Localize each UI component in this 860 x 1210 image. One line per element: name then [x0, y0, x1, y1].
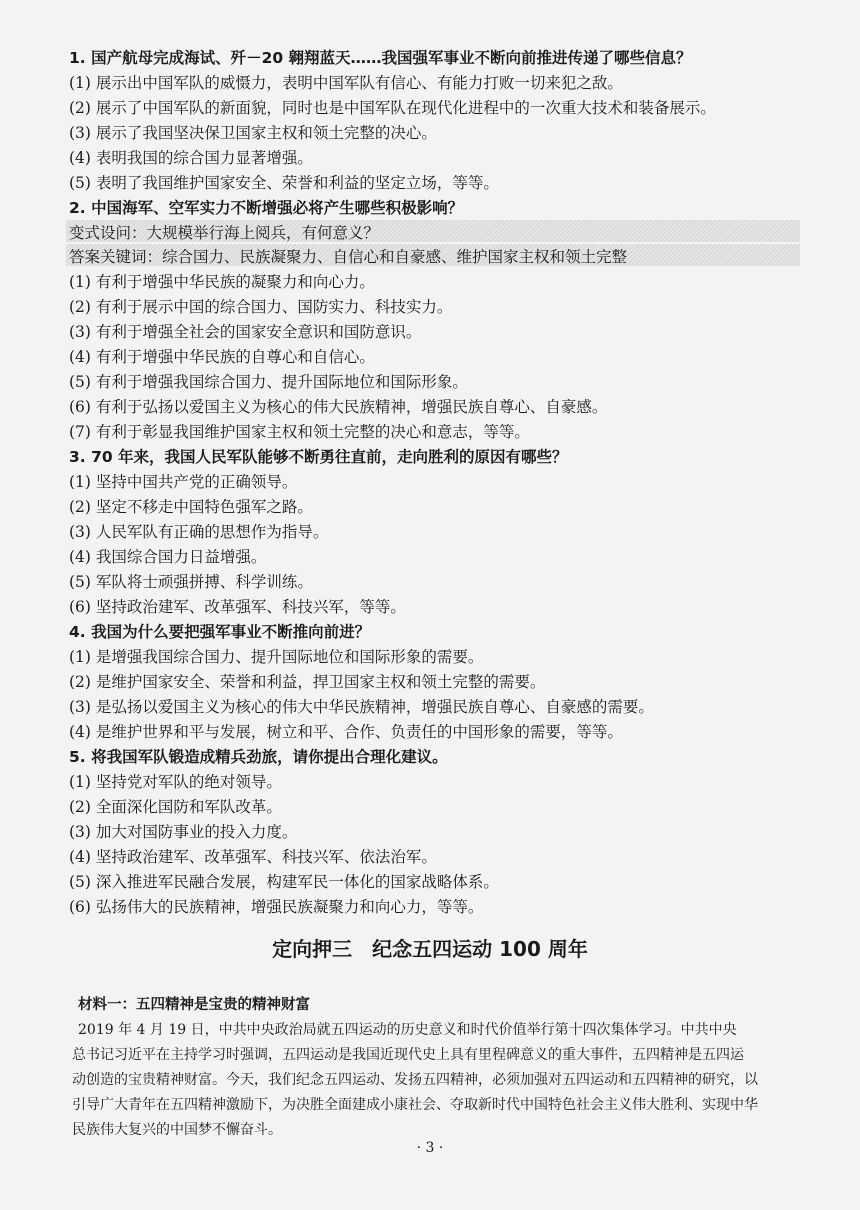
answer-line: (1) 坚持中国共产党的正确领导。 [69, 473, 298, 491]
answer-line: (6) 坚持政治建军、改革强军、科技兴军，等等。 [69, 598, 406, 616]
answer-line: (1) 有利于增强中华民族的凝聚力和向心力。 [69, 273, 375, 291]
question-3-title: 3. 70 年来，我国人民军队能够不断勇往直前，走向胜利的原因有哪些？ [69, 448, 568, 466]
answer-line: (5) 军队将士顽强拼搏、科学训练。 [69, 573, 313, 591]
answer-line: (3) 有利于增强全社会的国家安全意识和国防意识。 [69, 323, 422, 341]
answer-line: (3) 加大对国防事业的投入力度。 [69, 823, 298, 841]
answer-line: (2) 全面深化国防和军队改革。 [69, 798, 282, 816]
answer-line: (2) 有利于展示中国的综合国力、国防实力、科技实力。 [69, 298, 453, 316]
answer-line: (5) 有利于增强我国综合国力、提升国际地位和国际形象。 [69, 373, 468, 391]
answer-line: (4) 表明我国的综合国力显著增强。 [69, 149, 313, 167]
answer-line: (3) 人民军队有正确的思想作为指导。 [69, 523, 329, 541]
answer-line: (6) 弘扬伟大的民族精神，增强民族凝聚力和向心力，等等。 [69, 898, 484, 916]
question-5-title: 5. 将我国军队锻造成精兵劲旅，请你提出合理化建议。 [69, 748, 448, 766]
answer-line: (4) 我国综合国力日益增强。 [69, 548, 267, 566]
answer-line: (4) 是维护世界和平与发展，树立和平、合作、负责任的中国形象的需要，等等。 [69, 723, 623, 741]
question-1-title: 1. 国产航母完成海试、歼－20 翱翔蓝天……我国强军事业不断向前推进传递了哪些信息？ [69, 49, 692, 67]
answer-line: (2) 是维护国家安全、荣誉和利益，捍卫国家主权和领土完整的需要。 [69, 673, 546, 691]
answer-line: (3) 展示了我国坚决保卫国家主权和领土完整的决心。 [69, 124, 437, 142]
question-2-title: 2. 中国海军、空军实力不断增强必将产生哪些积极影响？ [69, 199, 464, 217]
answer-line: (3) 是弘扬以爱国主义为核心的伟大中华民族精神，增强民族自尊心、自豪感的需要。 [69, 698, 654, 716]
answer-line: (2) 展示了中国军队的新面貌，同时也是中国军队在现代化进程中的一次重大技术和装备展示。 [69, 99, 716, 117]
answer-line: (7) 有利于彰显我国维护国家主权和领土完整的决心和意志，等等。 [69, 423, 530, 441]
answer-line: (5) 深入推进军民融合发展，构建军民一体化的国家战略体系。 [69, 873, 499, 891]
material-paragraph-line: 引导广大青年在五四精神激励下，为决胜全面建成小康社会、夺取新时代中国特色社会主义伟大胜利、实现中华 [72, 1097, 758, 1113]
material-paragraph-line: 民族伟大复兴的中国梦不懈奋斗。 [72, 1122, 282, 1138]
answer-line: (6) 有利于弘扬以爱国主义为核心的伟大民族精神，增强民族自尊心、自豪感。 [69, 398, 608, 416]
material-heading: 材料一：五四精神是宝贵的精神财富 [78, 997, 310, 1013]
material-paragraph-line: 总书记习近平在主持学习时强调，五四运动是我国近现代史上具有里程碑意义的重大事件，五四精神是五四运 [72, 1047, 744, 1063]
answer-line: (1) 是增强我国综合国力、提升国际地位和国际形象的需要。 [69, 648, 484, 666]
answer-line: (2) 坚定不移走中国特色强军之路。 [69, 498, 313, 516]
material-paragraph-line: 2019 年 4 月 19 日，中共中央政治局就五四运动的历史意义和时代价值举行第十四次集体学习。中共中央 [78, 1022, 737, 1038]
answer-line: (5) 表明了我国维护国家安全、荣誉和利益的坚定立场，等等。 [69, 174, 499, 192]
answer-line: (1) 坚持党对军队的绝对领导。 [69, 773, 282, 791]
answer-keywords: 答案关键词：综合国力、民族凝聚力、自信心和自豪感、维护国家主权和领土完整 [69, 248, 628, 266]
variant-question: 变式设问：大规模举行海上阅兵，有何意义？ [69, 224, 380, 242]
question-4-title: 4. 我国为什么要把强军事业不断推向前进？ [69, 623, 371, 641]
answer-line: (1) 展示出中国军队的威慑力，表明中国军队有信心、有能力打败一切来犯之敌。 [69, 74, 623, 92]
page-number: · 3 · [416, 1140, 444, 1156]
answer-line: (4) 坚持政治建军、改革强军、科技兴军、依法治军。 [69, 848, 437, 866]
answer-line: (4) 有利于增强中华民族的自尊心和自信心。 [69, 348, 375, 366]
section-title: 定向押三 纪念五四运动 100 周年 [272, 937, 588, 961]
material-paragraph-line: 动创造的宝贵精神财富。今天，我们纪念五四运动、发扬五四精神，必须加强对五四运动和五四精神的研究，以 [72, 1072, 758, 1088]
